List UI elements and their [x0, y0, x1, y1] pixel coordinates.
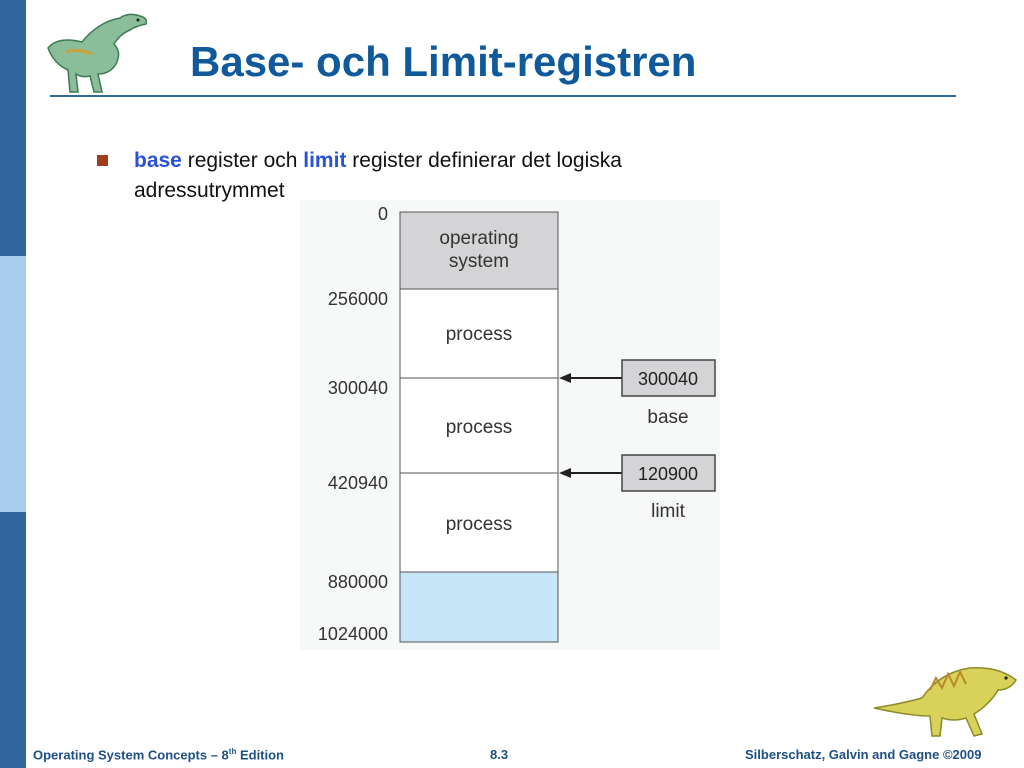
os-label-line1: operating [439, 228, 519, 249]
title-underline [50, 95, 956, 97]
footer-copyright: Silberschatz, Galvin and Gagne ©2009 [745, 747, 982, 762]
os-label-line2: system [448, 251, 510, 272]
limit-register-label: limit [651, 501, 685, 522]
process-label-3: process [445, 514, 513, 535]
bullet-text-part1: register och [181, 149, 304, 172]
base-register-label: base [647, 407, 689, 428]
address-label-420940: 420940 [327, 473, 388, 493]
address-label-880000: 880000 [327, 572, 388, 592]
sidebar-band [0, 0, 26, 768]
bullet-text [134, 146, 774, 206]
address-label-256000: 256000 [327, 289, 388, 309]
footer-book-title-prefix: Operating System Concepts – 8 [33, 747, 229, 763]
bullet-text-part2: register definierar det logiska adressutrymmet [134, 149, 622, 202]
process-label-1: process [445, 324, 513, 345]
footer-book-title-suffix: Edition [236, 747, 285, 763]
footer-page-number: 8.3 [490, 747, 509, 762]
base-register-value: 300040 [637, 369, 699, 389]
footer-book-title-sup: th [228, 747, 237, 756]
limit-keyword: limit [303, 149, 347, 172]
address-label-1024000: 1024000 [317, 624, 388, 644]
free-memory-segment [400, 572, 558, 642]
slide-title: Base- och Limit-registren [190, 38, 697, 85]
bullet-square-icon [97, 155, 108, 166]
dinosaur-logo-bottom [870, 660, 1020, 742]
dinosaur-logo-top [36, 8, 156, 96]
limit-register-value: 120900 [637, 464, 699, 484]
address-label-0: 0 [377, 204, 388, 224]
process-label-2: process [445, 417, 513, 438]
address-label-300040: 300040 [327, 378, 388, 398]
sidebar-band-highlight [0, 256, 26, 512]
footer-book-title [33, 747, 284, 762]
base-keyword: base [134, 149, 182, 172]
memory-diagram [300, 200, 720, 650]
